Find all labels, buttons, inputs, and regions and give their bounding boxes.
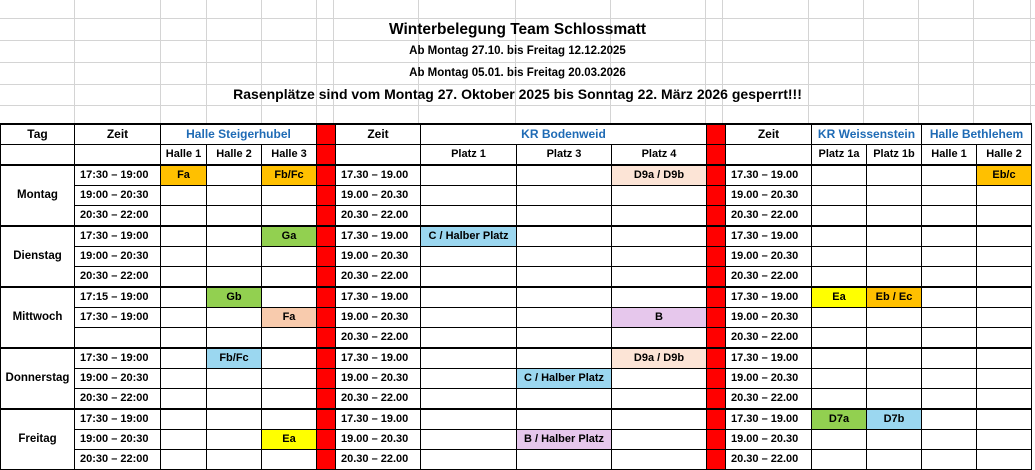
booking-cell[interactable]: Fa bbox=[161, 165, 207, 186]
empty-cell[interactable] bbox=[421, 430, 517, 450]
separator bbox=[707, 226, 726, 247]
empty-cell[interactable] bbox=[922, 328, 977, 349]
separator bbox=[707, 186, 726, 206]
time-cell: 19.00 – 20.30 bbox=[336, 369, 421, 389]
time-cell: 19.00 – 20.30 bbox=[726, 369, 812, 389]
empty-cell[interactable] bbox=[161, 247, 207, 267]
time-cell: 17.30 – 19.00 bbox=[726, 165, 812, 186]
date-range-1: Ab Montag 27.10. bis Freitag 12.12.2025 bbox=[409, 45, 626, 57]
schedule-row bbox=[1, 287, 1032, 308]
schedule-row bbox=[1, 369, 1032, 389]
empty-cell[interactable] bbox=[262, 267, 317, 288]
empty-cell[interactable] bbox=[922, 186, 977, 206]
empty-cell[interactable] bbox=[161, 186, 207, 206]
separator bbox=[707, 287, 726, 308]
empty-cell[interactable] bbox=[867, 226, 922, 247]
separator bbox=[707, 409, 726, 430]
schedule-row bbox=[1, 308, 1032, 328]
empty-cell[interactable] bbox=[517, 226, 612, 247]
empty-cell[interactable] bbox=[517, 409, 612, 430]
empty-cell[interactable] bbox=[922, 430, 977, 450]
empty-cell[interactable] bbox=[421, 389, 517, 410]
empty-cell[interactable] bbox=[262, 369, 317, 389]
empty-cell[interactable] bbox=[612, 328, 707, 349]
time-cell: 19.00 – 20.30 bbox=[726, 308, 812, 328]
empty-cell[interactable] bbox=[922, 450, 977, 470]
schedule-row bbox=[1, 409, 1032, 430]
col-header-platz1b: Platz 1b bbox=[867, 145, 922, 166]
separator bbox=[317, 206, 336, 227]
empty-cell[interactable] bbox=[812, 165, 867, 186]
time-cell bbox=[75, 328, 161, 349]
empty-cell[interactable] bbox=[421, 348, 517, 369]
separator bbox=[317, 124, 336, 145]
header-halle-steigerhubel: Halle Steigerhubel bbox=[161, 124, 317, 145]
time-cell: 20.30 – 22.00 bbox=[726, 206, 812, 227]
empty-cell[interactable] bbox=[922, 247, 977, 267]
day-label: Mittwoch bbox=[1, 287, 75, 348]
empty-cell[interactable] bbox=[812, 226, 867, 247]
separator bbox=[707, 267, 726, 288]
empty-cell[interactable] bbox=[977, 369, 1032, 389]
time-cell: 19:00 – 20:30 bbox=[75, 369, 161, 389]
schedule-row bbox=[1, 226, 1032, 247]
booking-cell[interactable]: Fb/Fc bbox=[262, 165, 317, 186]
empty-cell[interactable] bbox=[612, 206, 707, 227]
separator bbox=[707, 206, 726, 227]
schedule-table bbox=[0, 123, 1032, 470]
gridline bbox=[0, 62, 1035, 63]
separator bbox=[707, 430, 726, 450]
empty-cell[interactable] bbox=[612, 409, 707, 430]
time-cell: 19:00 – 20:30 bbox=[75, 186, 161, 206]
time-cell: 19:00 – 20:30 bbox=[75, 247, 161, 267]
empty-cell[interactable] bbox=[922, 287, 977, 308]
separator bbox=[317, 165, 336, 186]
empty-cell[interactable] bbox=[977, 267, 1032, 288]
time-cell: 20.30 – 22.00 bbox=[726, 328, 812, 349]
empty-cell[interactable] bbox=[812, 308, 867, 328]
empty-cell[interactable] bbox=[867, 186, 922, 206]
separator bbox=[317, 145, 336, 166]
empty-cell[interactable] bbox=[977, 247, 1032, 267]
booking-cell[interactable]: B / Halber Platz bbox=[517, 430, 612, 450]
time-cell: 20.30 – 22.00 bbox=[336, 389, 421, 410]
col-header-halle1: Halle 1 bbox=[161, 145, 207, 166]
time-cell: 17.30 – 19.00 bbox=[336, 165, 421, 186]
separator bbox=[317, 430, 336, 450]
empty-cell[interactable] bbox=[262, 389, 317, 410]
empty-cell[interactable] bbox=[977, 450, 1032, 470]
empty-cell[interactable] bbox=[977, 186, 1032, 206]
col-header-tag: Tag bbox=[1, 124, 75, 145]
empty-cell[interactable] bbox=[207, 267, 262, 288]
empty-cell[interactable] bbox=[922, 165, 977, 186]
time-cell: 17:30 – 19:00 bbox=[75, 226, 161, 247]
col-header-bethlehem-halle2: Halle 2 bbox=[977, 145, 1032, 166]
empty-cell[interactable] bbox=[262, 348, 317, 369]
col-header-zeit-weissenstein: Zeit bbox=[726, 124, 812, 145]
schedule-row bbox=[1, 450, 1032, 470]
empty-cell[interactable] bbox=[517, 389, 612, 410]
gridline bbox=[0, 84, 1035, 85]
empty-cell[interactable] bbox=[517, 206, 612, 227]
booking-cell[interactable]: Fa bbox=[262, 308, 317, 328]
schedule-row bbox=[1, 348, 1032, 369]
empty-cell[interactable] bbox=[977, 409, 1032, 430]
time-cell: 19:00 – 20:30 bbox=[75, 430, 161, 450]
day-label: Freitag bbox=[1, 409, 75, 470]
booking-cell[interactable]: C / Halber Platz bbox=[421, 226, 517, 247]
separator bbox=[317, 328, 336, 349]
time-cell: 20.30 – 22.00 bbox=[336, 206, 421, 227]
time-cell: 19.00 – 20.30 bbox=[336, 186, 421, 206]
gridline bbox=[0, 18, 1035, 19]
time-cell: 17.30 – 19.00 bbox=[726, 348, 812, 369]
col-header-zeit: Zeit bbox=[75, 124, 161, 145]
empty-cell[interactable] bbox=[612, 450, 707, 470]
day-label: Montag bbox=[1, 165, 75, 226]
empty-cell[interactable] bbox=[517, 247, 612, 267]
header-kr-weissenstein: KR Weissenstein bbox=[812, 124, 922, 145]
empty-cell[interactable] bbox=[867, 247, 922, 267]
booking-cell[interactable]: D9a / D9b bbox=[612, 348, 707, 369]
schedule-row bbox=[1, 165, 1032, 186]
empty-cell[interactable] bbox=[977, 430, 1032, 450]
separator bbox=[707, 308, 726, 328]
empty-cell[interactable] bbox=[421, 247, 517, 267]
empty-cell[interactable] bbox=[922, 308, 977, 328]
separator bbox=[317, 369, 336, 389]
empty-cell[interactable] bbox=[517, 308, 612, 328]
empty-cell[interactable] bbox=[867, 308, 922, 328]
empty-cell[interactable] bbox=[207, 389, 262, 410]
col-header-bethlehem-halle1: Halle 1 bbox=[922, 145, 977, 166]
empty-cell[interactable] bbox=[421, 308, 517, 328]
empty-cell[interactable] bbox=[517, 287, 612, 308]
time-cell: 19.00 – 20.30 bbox=[726, 186, 812, 206]
time-cell: 17.30 – 19.00 bbox=[336, 287, 421, 308]
separator bbox=[707, 348, 726, 369]
empty-cell[interactable] bbox=[812, 430, 867, 450]
schedule-row bbox=[1, 247, 1032, 267]
col-header-halle2: Halle 2 bbox=[207, 145, 262, 166]
booking-cell[interactable]: Gb bbox=[207, 287, 262, 308]
booking-cell[interactable]: D7b bbox=[867, 409, 922, 430]
empty-cell[interactable] bbox=[207, 206, 262, 227]
time-cell: 17.30 – 19.00 bbox=[336, 348, 421, 369]
empty-cell[interactable] bbox=[977, 287, 1032, 308]
empty-cell[interactable] bbox=[922, 267, 977, 288]
separator bbox=[317, 287, 336, 308]
empty-cell[interactable] bbox=[867, 328, 922, 349]
empty-cell[interactable] bbox=[161, 409, 207, 430]
empty-cell[interactable] bbox=[977, 308, 1032, 328]
time-cell: 20:30 – 22:00 bbox=[75, 389, 161, 410]
empty-cell[interactable] bbox=[262, 287, 317, 308]
separator bbox=[707, 328, 726, 349]
empty-cell[interactable] bbox=[262, 206, 317, 227]
schedule-row bbox=[1, 186, 1032, 206]
separator bbox=[707, 389, 726, 410]
separator bbox=[707, 247, 726, 267]
empty-cell[interactable] bbox=[867, 348, 922, 369]
separator bbox=[317, 186, 336, 206]
empty-cell[interactable] bbox=[161, 226, 207, 247]
empty-cell[interactable] bbox=[867, 369, 922, 389]
empty-cell[interactable] bbox=[867, 430, 922, 450]
booking-cell[interactable]: Eb / Ec bbox=[867, 287, 922, 308]
empty-cell[interactable] bbox=[517, 186, 612, 206]
empty-cell[interactable] bbox=[517, 165, 612, 186]
empty-cell[interactable] bbox=[262, 328, 317, 349]
empty-cell[interactable] bbox=[262, 247, 317, 267]
empty-cell bbox=[75, 145, 161, 166]
empty-cell[interactable] bbox=[421, 206, 517, 227]
empty-cell[interactable] bbox=[812, 267, 867, 288]
time-cell: 17:30 – 19:00 bbox=[75, 165, 161, 186]
empty-cell[interactable] bbox=[207, 369, 262, 389]
empty-cell[interactable] bbox=[517, 267, 612, 288]
empty-cell[interactable] bbox=[612, 430, 707, 450]
booking-cell[interactable]: D9a / D9b bbox=[612, 165, 707, 186]
time-cell: 17.30 – 19.00 bbox=[336, 226, 421, 247]
empty-cell[interactable] bbox=[922, 348, 977, 369]
schedule-row bbox=[1, 206, 1032, 227]
time-cell: 19.00 – 20.30 bbox=[726, 247, 812, 267]
empty-cell[interactable] bbox=[207, 409, 262, 430]
empty-cell[interactable] bbox=[161, 267, 207, 288]
empty-cell[interactable] bbox=[421, 369, 517, 389]
empty-cell[interactable] bbox=[612, 287, 707, 308]
schedule-row bbox=[1, 389, 1032, 410]
empty-cell[interactable] bbox=[161, 308, 207, 328]
schedule-row bbox=[1, 328, 1032, 349]
time-cell: 19.00 – 20.30 bbox=[336, 430, 421, 450]
empty-cell[interactable] bbox=[207, 165, 262, 186]
empty-cell[interactable] bbox=[867, 267, 922, 288]
empty-cell[interactable] bbox=[812, 247, 867, 267]
col-header-zeit-bodenweid: Zeit bbox=[336, 124, 421, 145]
empty-cell[interactable] bbox=[207, 450, 262, 470]
separator bbox=[317, 247, 336, 267]
empty-cell[interactable] bbox=[421, 186, 517, 206]
time-cell: 20.30 – 22.00 bbox=[726, 267, 812, 288]
separator bbox=[317, 267, 336, 288]
empty-cell[interactable] bbox=[161, 450, 207, 470]
empty-cell[interactable] bbox=[161, 348, 207, 369]
empty-cell[interactable] bbox=[421, 165, 517, 186]
separator bbox=[317, 409, 336, 430]
empty-cell[interactable] bbox=[867, 389, 922, 410]
time-cell: 20:30 – 22:00 bbox=[75, 450, 161, 470]
booking-cell[interactable]: B bbox=[612, 308, 707, 328]
time-cell: 19.00 – 20.30 bbox=[726, 430, 812, 450]
col-header-platz4: Platz 4 bbox=[612, 145, 707, 166]
gridline bbox=[0, 40, 1035, 41]
time-cell: 17:30 – 19:00 bbox=[75, 348, 161, 369]
empty-cell[interactable] bbox=[812, 369, 867, 389]
time-cell: 17.30 – 19.00 bbox=[726, 409, 812, 430]
header-row bbox=[1, 124, 1032, 145]
empty-cell[interactable] bbox=[517, 450, 612, 470]
time-cell: 19.00 – 20.30 bbox=[336, 308, 421, 328]
separator bbox=[317, 389, 336, 410]
separator bbox=[707, 165, 726, 186]
empty-cell[interactable] bbox=[207, 247, 262, 267]
empty-cell[interactable] bbox=[812, 206, 867, 227]
day-label: Donnerstag bbox=[1, 348, 75, 409]
gridline bbox=[0, 105, 1035, 106]
empty-cell[interactable] bbox=[867, 165, 922, 186]
empty-cell[interactable] bbox=[207, 328, 262, 349]
col-header-platz1a: Platz 1a bbox=[812, 145, 867, 166]
empty-cell[interactable] bbox=[922, 206, 977, 227]
time-cell: 19.00 – 20.30 bbox=[336, 247, 421, 267]
empty-cell[interactable] bbox=[922, 409, 977, 430]
schedule-row bbox=[1, 430, 1032, 450]
empty-cell[interactable] bbox=[207, 308, 262, 328]
empty-cell[interactable] bbox=[812, 348, 867, 369]
col-header-platz1: Platz 1 bbox=[421, 145, 517, 166]
empty-cell[interactable] bbox=[867, 450, 922, 470]
date-range-2: Ab Montag 05.01. bis Freitag 20.03.2026 bbox=[409, 67, 626, 79]
time-cell: 17.30 – 19.00 bbox=[726, 226, 812, 247]
booking-cell[interactable]: Ea bbox=[812, 287, 867, 308]
empty-cell[interactable] bbox=[977, 389, 1032, 410]
time-cell: 17:30 – 19:00 bbox=[75, 409, 161, 430]
empty-cell[interactable] bbox=[812, 186, 867, 206]
booking-cell[interactable]: Ga bbox=[262, 226, 317, 247]
empty-cell[interactable] bbox=[977, 206, 1032, 227]
schedule-row bbox=[1, 267, 1032, 288]
empty-cell[interactable] bbox=[207, 226, 262, 247]
empty-cell[interactable] bbox=[922, 369, 977, 389]
empty-cell[interactable] bbox=[612, 267, 707, 288]
empty-cell[interactable] bbox=[161, 206, 207, 227]
empty-cell[interactable] bbox=[517, 328, 612, 349]
empty-cell bbox=[726, 145, 812, 166]
time-cell: 17.30 – 19.00 bbox=[336, 409, 421, 430]
empty-cell[interactable] bbox=[612, 389, 707, 410]
separator bbox=[707, 369, 726, 389]
booking-cell[interactable]: C / Halber Platz bbox=[517, 369, 612, 389]
empty-cell[interactable] bbox=[517, 348, 612, 369]
empty-cell[interactable] bbox=[421, 328, 517, 349]
empty-cell[interactable] bbox=[262, 450, 317, 470]
empty-cell[interactable] bbox=[421, 409, 517, 430]
booking-cell[interactable]: Ea bbox=[262, 430, 317, 450]
time-cell: 20.30 – 22.00 bbox=[726, 389, 812, 410]
time-cell: 20.30 – 22.00 bbox=[336, 450, 421, 470]
empty-cell[interactable] bbox=[977, 328, 1032, 349]
separator bbox=[317, 450, 336, 470]
empty-cell[interactable] bbox=[922, 226, 977, 247]
separator bbox=[317, 308, 336, 328]
empty-cell[interactable] bbox=[612, 226, 707, 247]
time-cell: 20.30 – 22.00 bbox=[336, 328, 421, 349]
header-halle-bethlehem: Halle Bethlehem bbox=[922, 124, 1032, 145]
booking-cell[interactable]: Fb/Fc bbox=[207, 348, 262, 369]
empty-cell[interactable] bbox=[612, 186, 707, 206]
booking-cell[interactable]: D7a bbox=[812, 409, 867, 430]
empty-cell[interactable] bbox=[161, 287, 207, 308]
empty-cell[interactable] bbox=[812, 450, 867, 470]
col-header-halle3: Halle 3 bbox=[262, 145, 317, 166]
empty-cell[interactable] bbox=[867, 206, 922, 227]
header-kr-bodenweid: KR Bodenweid bbox=[421, 124, 707, 145]
empty-cell[interactable] bbox=[421, 267, 517, 288]
separator bbox=[317, 226, 336, 247]
empty-cell[interactable] bbox=[612, 247, 707, 267]
time-cell: 20.30 – 22.00 bbox=[336, 267, 421, 288]
time-cell: 20:30 – 22:00 bbox=[75, 206, 161, 227]
empty-cell[interactable] bbox=[922, 389, 977, 410]
empty-cell[interactable] bbox=[612, 369, 707, 389]
empty-cell[interactable] bbox=[161, 369, 207, 389]
empty-cell bbox=[1, 145, 75, 166]
empty-cell[interactable] bbox=[207, 186, 262, 206]
empty-cell bbox=[336, 145, 421, 166]
time-cell: 17.30 – 19.00 bbox=[726, 287, 812, 308]
time-cell: 17:15 – 19:00 bbox=[75, 287, 161, 308]
empty-cell[interactable] bbox=[977, 348, 1032, 369]
col-header-platz3: Platz 3 bbox=[517, 145, 612, 166]
empty-cell[interactable] bbox=[262, 409, 317, 430]
time-cell: 20.30 – 22.00 bbox=[726, 450, 812, 470]
empty-cell[interactable] bbox=[161, 328, 207, 349]
separator bbox=[317, 348, 336, 369]
empty-cell[interactable] bbox=[207, 430, 262, 450]
empty-cell[interactable] bbox=[421, 287, 517, 308]
separator bbox=[707, 124, 726, 145]
time-cell: 20:30 – 22:00 bbox=[75, 267, 161, 288]
empty-cell[interactable] bbox=[812, 389, 867, 410]
closure-notice: Rasenplätze sind vom Montag 27. Oktober 2025 bis Sonntag 22. März 2026 gesperrt!!! bbox=[233, 86, 802, 102]
page-title: Winterbelegung Team Schlossmatt bbox=[388, 21, 647, 38]
separator bbox=[707, 145, 726, 166]
empty-cell[interactable] bbox=[262, 186, 317, 206]
time-cell: 17:30 – 19:00 bbox=[75, 308, 161, 328]
booking-cell[interactable]: Eb/c bbox=[977, 165, 1032, 186]
empty-cell[interactable] bbox=[421, 450, 517, 470]
empty-cell[interactable] bbox=[977, 226, 1032, 247]
day-label: Dienstag bbox=[1, 226, 75, 287]
empty-cell[interactable] bbox=[161, 430, 207, 450]
separator bbox=[707, 450, 726, 470]
empty-cell[interactable] bbox=[812, 328, 867, 349]
empty-cell[interactable] bbox=[161, 389, 207, 410]
subheader-row bbox=[1, 145, 1032, 166]
